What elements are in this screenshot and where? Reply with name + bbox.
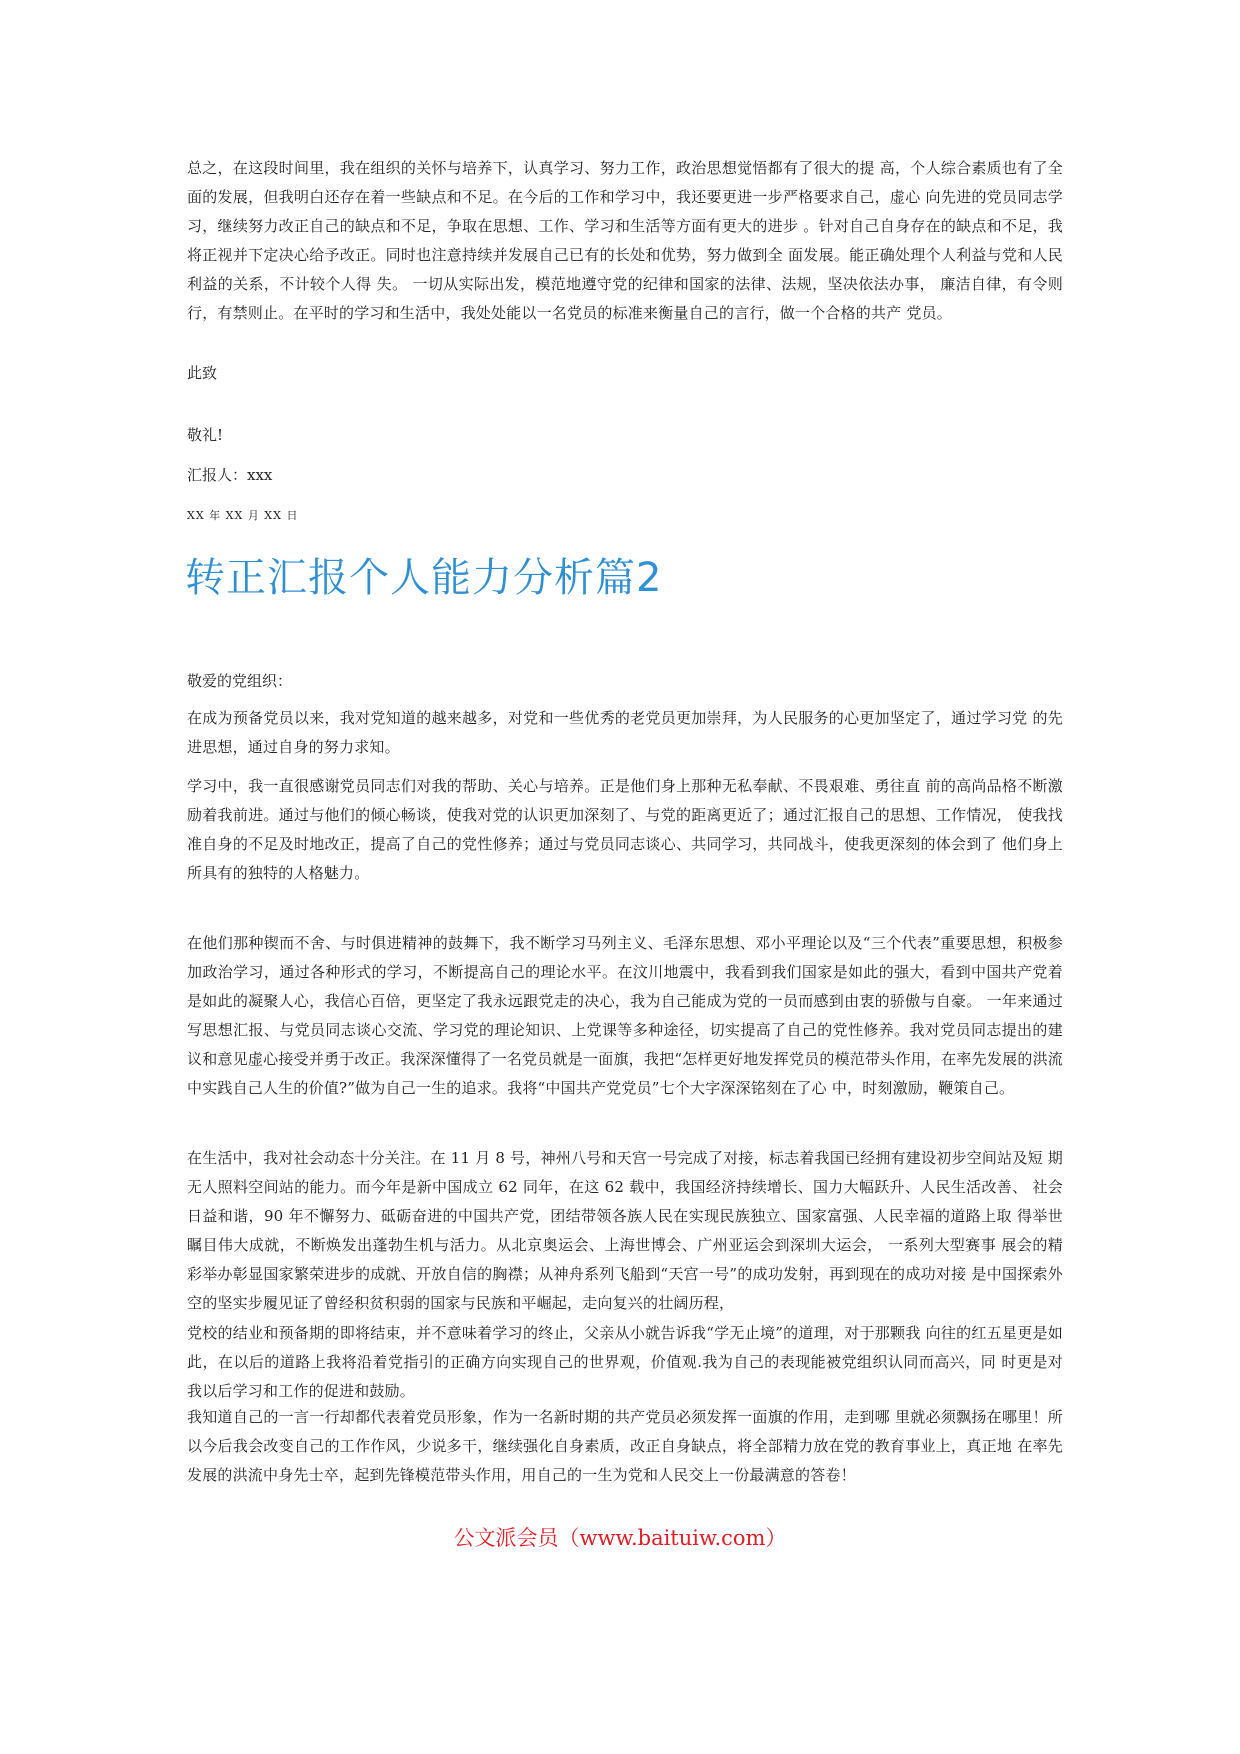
body-paragraph-2: 学习中，我一直很感谢党员同志们对我的帮助、关心与培养。正是他们身上那种无私奉献、不畏艰难、勇往直 前的高尚品格不断激励着我前进。通过与他们的倾心畅谈，使我对党的认识更加深刻了、与党的距离更近了；通过汇报自己的思想、工作情况， 使我找准自身的不足及时地改正，提高了自己的党性修养；通过与党员同志谈心、共同学习，共同战斗，使我更深刻的体会到了 他们身上所具有的独特的人格魅力。 — [187, 777, 1063, 882]
closing-paragraph: 总之，在这段时间里，我在组织的关怀与培养下，认真学习、努力工作，政治思想觉悟都有了很大的提 高，个人综合素质也有了全面的发展，但我明白还存在着一些缺点和不足。在今后的工作和学习中，我还要更进一步严格要求自己，虚心 向先进的党员同志学习，继续努力改正自己的缺点和不足，争取在思想、工作、学习和生活等方面有更大的进步 。针对自己自身存在的缺点和不足，我将正视并下定决心给予改正。同时也注意持续并发展自己已有的长处和优势，努力做到全 面发展。能正确处理个人利益与党和人民利益的关系，不计较个人得 失。 一切从实际出发，模范地遵守党的纪律和国家的法律、法规，坚决依法办事， 廉洁自律，有令则行，有禁则止。在平时的学习和生活中，我处处能以一名党员的标准来衡量自己的言行，做一个合格的共产 党员。 — [187, 159, 1063, 322]
closing-phrase: 此致 — [187, 364, 218, 382]
salutation: 敬礼! — [187, 426, 224, 444]
body-paragraph-1: 在成为预备党员以来，我对党知道的越来越多，对党和一些优秀的老党员更加崇拜，为人民服务的心更加坚定了，通过学习党 的先进思想，通过自身的努力求知。 — [187, 709, 1063, 756]
body-paragraph-4: 在生活中，我对社会动态十分关注。在 11 月 8 号，神州八号和天宫一号完成了对接，标志着我国已经拥有建设初步空间站及短 期无人照料空间站的能力。而今年是新中国成立 62 同年，在这 62 载中，我国经济持续增长、国力大幅跃升、人民生活改善、 社会日益和谐，90 年不懈努力、砥砺奋进的中国共产党，团结带领各族人民在实现民族独立、国家富强、人民幸福的道路上取 得举世瞩目伟大成就，不断焕发出蓬勃生机与活力。从北京奥运会、上海世博会、广州亚运会到深圳大运会， 一系列大型赛事 展会的精彩举办彰显国家繁荣进步的成就、开放自信的胸襟；从神舟系列飞船到“天宫一号”的成功发射，再到现在的成功对接 是中国探索外空的坚实步履见证了曾经积贫积弱的国家与民族和平崛起，走向复兴的壮阔历程， — [187, 1149, 1063, 1312]
section-heading: 转正汇报个人能力分析篇2 — [185, 555, 663, 601]
body-paragraph-5: 党校的结业和预备期的即将结束，并不意味着学习的终止，父亲从小就告诉我“学无止境”的道理，对于那颗我 向往的红五星更是如此，在以后的道路上我将沿着党指引的正确方向实现自己的世界观，价值观.我为自己的表现能被党组织认同而高兴，同 时更是对我以后学习和工作的促进和鼓励。 — [187, 1324, 1063, 1400]
reporter-line: 汇报人：xxx — [187, 466, 273, 484]
report-date: XX 年 XX 月 XX 日 — [187, 509, 299, 522]
body-paragraph-3: 在他们那种锲而不舍、与时俱进精神的鼓舞下，我不断学习马列主义、毛泽东思想、邓小平理论以及“三个代表”重要思想，积极参加政治学习，通过各种形式的学习，不断提高自己的理论水平。在汶川地震中，我看到我们国家是如此的强大，看到中国共产党着是如此的凝聚人心，我信心百倍，更坚定了我永远跟党走的决心，我为自己能成为党的一员而感到由衷的骄傲与自豪。 一年来通过写思想汇报、与党员同志谈心交流、学习党的理论知识、上党课等多种途径，切实提高了自己的党性修养。我对党员同志提出的建议和意见虚心接受并勇于改正。我深深懂得了一名党员就是一面旗，我把“怎样更好地发挥党员的模范带头作用，在率先发展的洪流中实践自己人生的价值?”做为自己一生的追求。我将“中国共产党党员”七个大字深深铭刻在了心 中，时刻激励，鞭策自己。 — [187, 934, 1063, 1097]
footer-watermark[interactable]: 公文派会员（www.baituiw.com） — [453, 1526, 787, 1550]
body-paragraph-6: 我知道自己的一言一行却都代表着党员形象，作为一名新时期的共产党员必须发挥一面旗的作用，走到哪 里就必须飘扬在哪里！所以今后我会改变自己的工作作风，少说多干，继续强化自身素质，改正自身缺点，将全部精力放在党的教育事业上，真正地 在率先发展的洪流中身先士卒，起到先锋模范带头作用，用自己的一生为党和人民交上一份最满意的答卷！ — [187, 1408, 1063, 1484]
greeting: 敬爱的党组织： — [187, 672, 293, 690]
